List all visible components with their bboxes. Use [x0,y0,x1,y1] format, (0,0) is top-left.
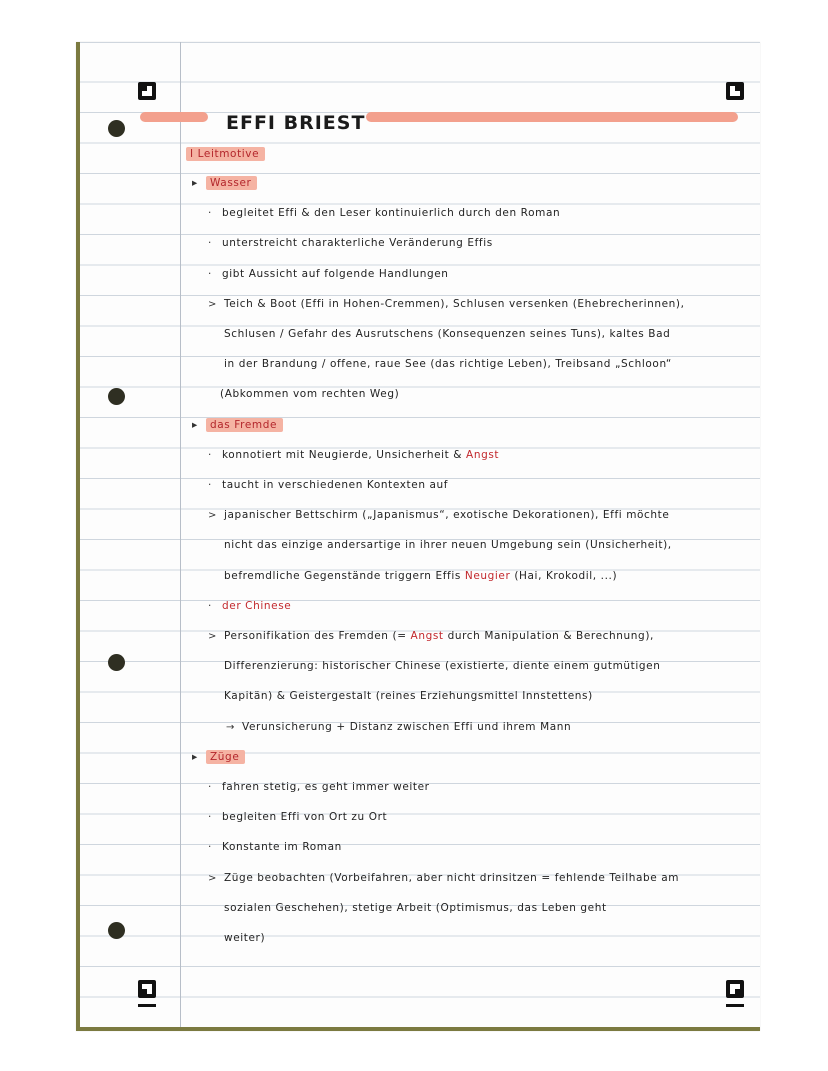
note-line-cont [224,358,672,370]
right-arrow-icon: → [226,721,235,733]
note-text-red: Neugier [464,569,511,582]
scan-marker-icon [138,82,156,100]
note-text: (Abkommen vom rechten Weg) [220,388,400,401]
note-line-arrow [208,509,669,521]
bullet-icon: > [208,510,217,522]
note-text: befremdliche Gegenstände triggern Effis [224,569,465,582]
bullet-icon: · [208,207,212,220]
note-line-cont [224,902,607,914]
note-line-result [226,721,571,733]
note-line-dot [208,449,499,461]
bullet-icon: > [208,631,217,642]
note-text: weiter) [224,932,266,944]
scan-marker-icon [726,82,744,100]
note-line-dot [208,237,493,249]
note-line-arrow [208,298,685,310]
bullet-icon: · [208,811,212,824]
section-number: I [190,148,194,160]
subheading-text: Wasser [210,177,252,189]
margin-line [180,42,181,1027]
section-heading [186,148,265,160]
note-text: in der Brandung / offene, raue See (das richtige Leben), Treibsand „Schloon“ [224,358,672,371]
note-line-reddot [208,600,291,612]
note-line-cont [224,570,617,582]
scan-marker-bar [138,1004,156,1007]
note-text: durch Manipulation & Berechnung), [443,630,654,642]
note-text: begleitet Effi & den Leser kontinuierlich durch den Roman [222,207,561,220]
note-line-arrow [208,872,679,884]
bullet-icon: · [208,841,212,854]
bullet-icon: > [208,298,217,310]
note-text-red: Angst [410,630,444,642]
note-text: Schlusen / Gefahr des Ausrutschens (Konsequenzen seines Tuns), kaltes Bad [224,328,671,340]
note-text: gibt Aussicht auf folgende Handlungen [222,267,449,280]
punch-hole [108,388,125,405]
punch-hole [108,654,125,671]
note-line-dot [208,781,430,793]
bullet-icon: · [208,448,212,461]
note-text: sozialen Geschehen), stetige Arbeit (Optimismus, das Leben geht [224,901,607,914]
note-line-dot [208,268,449,280]
bullet-icon: ▸ [192,418,198,431]
note-line-cont [224,328,670,340]
scan-marker-icon [726,980,744,998]
note-text: Konstante im Roman [222,841,342,854]
subheading-highlight [206,750,245,764]
note-text-red: Angst [466,448,500,461]
page-title: EFFI BRIEST [226,112,366,134]
note-line-cont [224,539,672,551]
bullet-icon: · [208,781,212,793]
title-highlight-right [366,112,738,122]
note-text: Differenzierung: historischer Chinese (existierte, diente einem gutmütigen [224,660,661,673]
section-label: Leitmotive [197,148,260,160]
subheading-highlight [206,418,283,432]
note-line-subheading [192,419,283,431]
note-line-dot [208,207,560,219]
note-text: begleiten Effi von Ort zu Ort [222,811,388,824]
note-text: Verunsicherung + Distanz zwischen Effi und ihrem Mann [242,720,572,733]
bullet-icon: · [208,479,212,491]
note-text: Züge beobachten (Vorbeifahren, aber nicht drinsitzen = fehlende Teilhabe am [224,871,680,884]
note-text: Personifikation des Fremden (= [224,630,411,642]
notebook-page [76,42,760,1031]
note-text: (Hai, Krokodil, ...) [510,569,618,582]
note-text: unterstreicht charakterliche Veränderung Effis [222,237,493,250]
punch-hole [108,922,125,939]
note-text: Teich & Boot (Effi in Hohen-Cremmen), Schlusen versenken (Ehebrecherinnen), [224,297,685,310]
title-highlight-left [140,112,208,122]
bullet-icon: · [208,599,212,612]
note-line-subheading [192,177,257,189]
note-line-dot [208,811,387,823]
subheading-text: das Fremde [210,418,278,431]
subheading-text: Züge [210,750,240,763]
note-line-cont [224,932,265,944]
note-line-dot [208,841,342,853]
note-line-arrow [208,630,654,642]
note-text: Kapitän) & Geistergestalt (reines Erziehungsmittel Innstettens) [224,690,593,703]
bullet-icon: ▸ [192,750,198,763]
note-text: nicht das einzige andersartige in ihrer neuen Umgebung sein (Unsicherheit), [224,539,672,552]
note-line-dot [208,479,448,491]
scan-marker-icon [138,980,156,998]
note-line-cont [224,690,593,702]
bullet-icon: ▸ [192,177,198,189]
bullet-icon: > [208,872,217,884]
scan-marker-bar [726,1004,744,1007]
bullet-icon: · [208,237,212,250]
note-text: fahren stetig, es geht immer weiter [222,781,430,793]
note-text: japanischer Bettschirm („Japanismus“, exotische Dekorationen), Effi möchte [224,509,670,522]
note-line-cont [224,660,660,672]
subheading-highlight [206,176,257,190]
note-text: taucht in verschiedenen Kontexten auf [222,479,449,491]
bullet-icon: · [208,267,212,280]
note-line-subheading [192,751,245,763]
note-text: konnotiert mit Neugierde, Unsicherheit & [222,448,467,461]
note-text-red: der Chinese [222,599,292,612]
note-line-cont2 [220,388,399,400]
punch-hole [108,120,125,137]
